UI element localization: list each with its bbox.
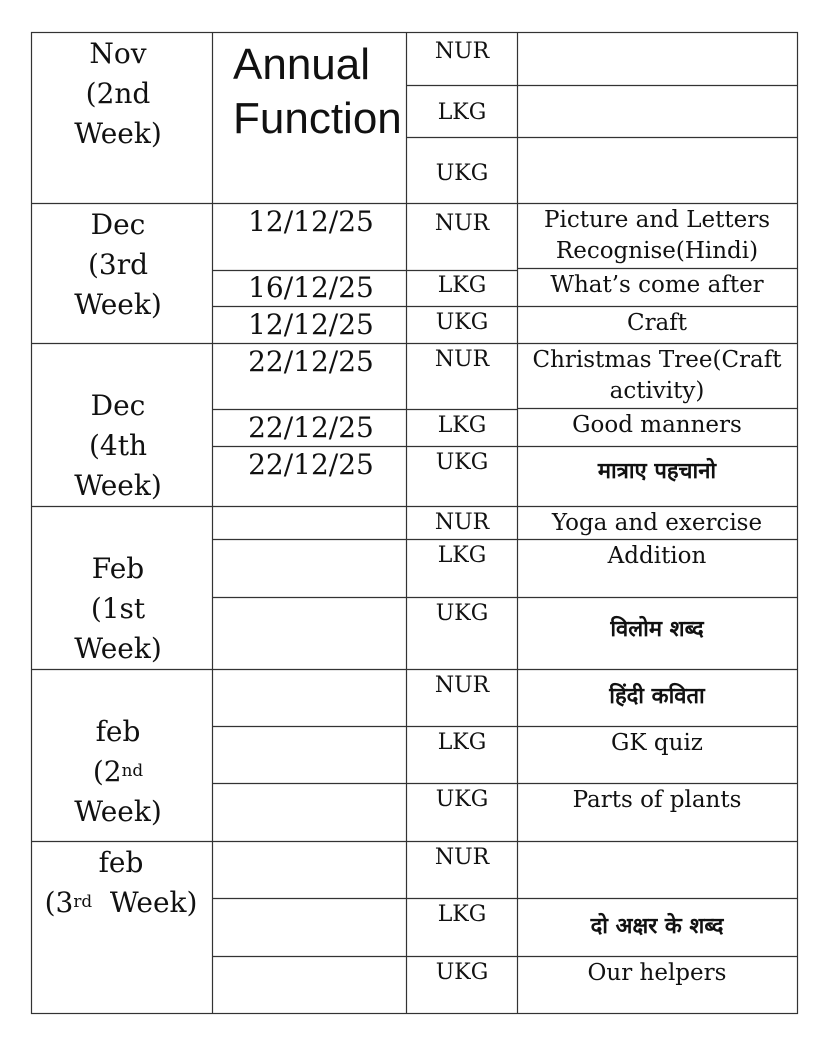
date-cell: 16/12/25 [248, 271, 374, 304]
week-cell [30, 34, 206, 154]
week-label: Week) [74, 795, 162, 828]
activity-cell: Addition [607, 543, 707, 569]
class-label: NUR [434, 510, 490, 535]
activity-cell: Yoga and exercise [551, 510, 763, 536]
week-month: feb [95, 715, 141, 748]
week-ordinal-suffix: rd [73, 891, 93, 911]
activity-cell: Picture and Letters Recognise(Hindi) [543, 207, 771, 264]
class-label: UKG [435, 310, 489, 335]
week-label: Week) [74, 288, 162, 321]
week-number: (2 [92, 755, 122, 788]
class-label: NUR [434, 845, 490, 870]
week-ordinal-suffix: nd [121, 760, 144, 780]
week-cell [31, 843, 211, 923]
class-label: NUR [434, 211, 490, 236]
week-number: (2nd [85, 77, 151, 110]
date-cell: 22/12/25 [248, 448, 374, 481]
week-number: (1st [90, 592, 146, 625]
date-cell: 22/12/25 [248, 411, 374, 444]
class-label: NUR [434, 347, 490, 372]
week-month: Dec [90, 389, 146, 422]
week-month: Feb [91, 552, 145, 585]
class-label: LKG [437, 273, 487, 298]
class-label: NUR [434, 39, 490, 64]
week-cell [30, 386, 206, 506]
week-label: Week) [74, 469, 162, 502]
class-label: NUR [434, 673, 490, 698]
week-month: Nov [89, 37, 147, 70]
activity-cell: GK quiz [611, 730, 703, 756]
activity-cell: What’s come after [550, 272, 764, 298]
activity-cell: हिंदी कविता [609, 684, 705, 709]
activity-cell: Our helpers [587, 960, 727, 986]
class-label: LKG [437, 543, 487, 568]
date-cell: 22/12/25 [248, 345, 374, 378]
week-cell [30, 549, 206, 669]
week-label: Week) [92, 886, 198, 919]
week-number: (3 [44, 886, 74, 919]
week-label: Week) [74, 632, 162, 665]
activity-cell: विलोम शब्द [610, 617, 704, 642]
class-label: UKG [435, 601, 489, 626]
class-label: LKG [437, 902, 487, 927]
class-label: LKG [437, 730, 487, 755]
week-number: (3rd [87, 248, 149, 281]
class-label: LKG [437, 413, 487, 438]
week-number: (4th [88, 429, 148, 462]
week-cell [30, 205, 206, 325]
week-month: feb [98, 846, 144, 879]
activity-cell: Christmas Tree(Craft activity) [532, 347, 782, 404]
week-month: Dec [90, 208, 146, 241]
activity-cell: दो अक्षर के शब्द [590, 914, 724, 939]
activity-cell: Good manners [572, 412, 742, 438]
class-label: UKG [435, 960, 489, 985]
class-label: UKG [435, 787, 489, 812]
week-label: Week) [74, 117, 162, 150]
week-cell [30, 712, 206, 832]
class-label: UKG [435, 450, 489, 475]
date-cell: 12/12/25 [248, 308, 374, 341]
annual-function-label: Annual Function [233, 40, 402, 143]
activity-cell: मात्राए पहचानो [597, 459, 717, 484]
activity-cell: Craft [626, 310, 688, 336]
date-cell: 12/12/25 [248, 205, 374, 238]
class-label: LKG [437, 100, 487, 125]
activity-cell: Parts of plants [572, 787, 742, 813]
class-label: UKG [435, 161, 489, 186]
